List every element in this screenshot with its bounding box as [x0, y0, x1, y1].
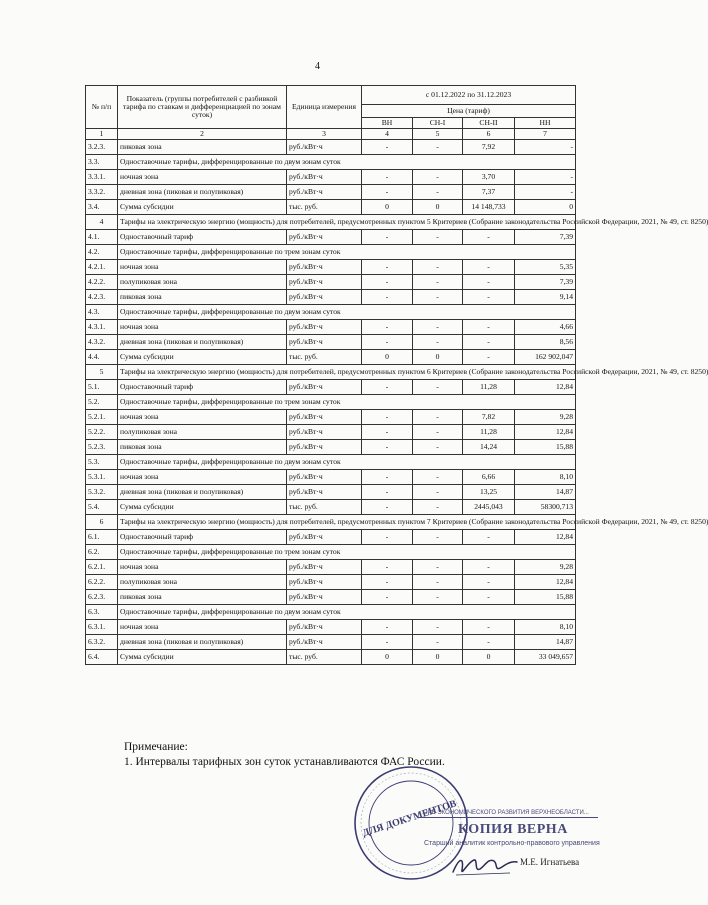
row-number: 5	[86, 365, 118, 380]
row-unit: руб./кВт·ч	[287, 530, 362, 545]
cell-nn: 12,84	[515, 575, 576, 590]
cell-vn: -	[362, 500, 413, 515]
cell-nn: 12,84	[515, 530, 576, 545]
cell-vn: -	[362, 425, 413, 440]
cell-nn: -	[515, 170, 576, 185]
row-name: ночная зона	[118, 470, 287, 485]
cell-sn1: -	[413, 440, 463, 455]
subheader-row	[86, 545, 576, 560]
row-number: 3.4.	[86, 200, 118, 215]
table-row	[86, 290, 576, 305]
table-row	[86, 335, 576, 350]
row-unit: руб./кВт·ч	[287, 140, 362, 155]
cell-sn1: -	[413, 485, 463, 500]
row-unit: руб./кВт·ч	[287, 440, 362, 455]
cell-vn: -	[362, 410, 413, 425]
stamp-title: КОПИЯ ВЕРНА	[458, 822, 568, 837]
group-row	[86, 515, 576, 530]
row-unit: руб./кВт·ч	[287, 275, 362, 290]
row-name: пиковая зона	[118, 140, 287, 155]
cell-vn: 0	[362, 650, 413, 665]
row-unit: руб./кВт·ч	[287, 470, 362, 485]
row-number: 6.2.3.	[86, 590, 118, 605]
row-name: пиковая зона	[118, 290, 287, 305]
row-unit: руб./кВт·ч	[287, 230, 362, 245]
tariff-table	[85, 85, 708, 665]
row-number: 4	[86, 215, 118, 230]
cell-sn2: -	[463, 530, 515, 545]
row-unit: руб./кВт·ч	[287, 380, 362, 395]
cell-vn: -	[362, 290, 413, 305]
cell-sn1: -	[413, 320, 463, 335]
cell-sn2: -	[463, 290, 515, 305]
row-name: Одноставочный тариф	[118, 380, 287, 395]
subheader-title: Одноставочные тарифы, дифференцированные по трем зонам суток	[118, 395, 576, 410]
table-body	[86, 140, 708, 665]
row-name: ночная зона	[118, 170, 287, 185]
cell-sn1: -	[413, 335, 463, 350]
header-level-sn1: СН-I	[413, 118, 463, 129]
cell-nn: 9,28	[515, 560, 576, 575]
table-row	[86, 635, 576, 650]
table-row	[86, 440, 576, 455]
cell-sn2: 7,37	[463, 185, 515, 200]
row-name: ночная зона	[118, 560, 287, 575]
cell-sn1: -	[413, 170, 463, 185]
table-row	[86, 170, 576, 185]
row-name: дневная зона (пиковая и полупиковая)	[118, 335, 287, 350]
cell-sn1: -	[413, 140, 463, 155]
cell-vn: 0	[362, 200, 413, 215]
cell-sn2: 2445,043	[463, 500, 515, 515]
row-name: Одноставочный тариф	[118, 530, 287, 545]
cell-sn2: -	[463, 560, 515, 575]
header-price: Цена (тариф)	[362, 105, 576, 118]
cell-sn2: 0	[463, 650, 515, 665]
cell-nn: 33 049,657	[515, 650, 576, 665]
cell-sn1: -	[413, 410, 463, 425]
subheader-title: Одноставочные тарифы, дифференцированные по двум зонам суток	[118, 155, 576, 170]
cell-sn2: 7,92	[463, 140, 515, 155]
cell-vn: -	[362, 590, 413, 605]
cell-vn: -	[362, 185, 413, 200]
row-name: дневная зона (пиковая и полупиковая)	[118, 485, 287, 500]
row-name: ночная зона	[118, 620, 287, 635]
column-number: 3	[287, 129, 362, 140]
cell-sn1: -	[413, 530, 463, 545]
row-unit: руб./кВт·ч	[287, 290, 362, 305]
cell-sn1: -	[413, 230, 463, 245]
table-row	[86, 410, 576, 425]
cell-nn: 7,39	[515, 275, 576, 290]
cell-nn: 4,66	[515, 320, 576, 335]
row-number: 5.2.3.	[86, 440, 118, 455]
header-level-nn: НН	[515, 118, 576, 129]
cell-vn: -	[362, 470, 413, 485]
cell-nn: 14,87	[515, 485, 576, 500]
row-unit: руб./кВт·ч	[287, 485, 362, 500]
row-number: 5.1.	[86, 380, 118, 395]
row-number: 6	[86, 515, 118, 530]
cell-nn: 162 902,047	[515, 350, 576, 365]
subheader-row	[86, 395, 576, 410]
cell-nn: 8,10	[515, 620, 576, 635]
row-name: ночная зона	[118, 260, 287, 275]
subheader-title: Одноставочные тарифы, дифференцированные по двум зонам суток	[118, 455, 576, 470]
cell-sn2: -	[463, 590, 515, 605]
cell-vn: -	[362, 260, 413, 275]
row-name: полупиковая зона	[118, 275, 287, 290]
cell-nn: 12,84	[515, 425, 576, 440]
cell-sn1: -	[413, 500, 463, 515]
row-unit: руб./кВт·ч	[287, 590, 362, 605]
table-row	[86, 185, 576, 200]
seal-text: ДЛЯ ДОКУМЕНТОВ	[361, 798, 458, 840]
header-indicator: Показатель (группы потребителей с разбивкой тарифа по ставкам и дифференциацией по зонам суток)	[118, 86, 287, 129]
row-name: полупиковая зона	[118, 575, 287, 590]
row-unit: руб./кВт·ч	[287, 185, 362, 200]
subheader-title: Одноставочные тарифы, дифференцированные по двум зонам суток	[118, 305, 576, 320]
cell-vn: -	[362, 320, 413, 335]
row-name: Сумма субсидии	[118, 200, 287, 215]
row-unit: тыс. руб.	[287, 350, 362, 365]
row-number: 3.3.	[86, 155, 118, 170]
cell-sn1: 0	[413, 350, 463, 365]
cell-sn1: -	[413, 470, 463, 485]
cell-nn: 8,10	[515, 470, 576, 485]
table-row	[86, 350, 576, 365]
row-unit: руб./кВт·ч	[287, 320, 362, 335]
cell-vn: -	[362, 380, 413, 395]
row-number: 5.4.	[86, 500, 118, 515]
column-number: 1	[86, 129, 118, 140]
cell-vn: -	[362, 530, 413, 545]
cell-sn2: -	[463, 260, 515, 275]
cell-nn: 0	[515, 200, 576, 215]
row-number: 6.3.1.	[86, 620, 118, 635]
table-row	[86, 200, 576, 215]
cell-sn2: 11,28	[463, 425, 515, 440]
row-number: 4.3.2.	[86, 335, 118, 350]
cell-sn1: -	[413, 590, 463, 605]
cell-sn1: -	[413, 560, 463, 575]
row-name: дневная зона (пиковая и полупиковая)	[118, 185, 287, 200]
cell-nn: -	[515, 140, 576, 155]
row-number: 4.4.	[86, 350, 118, 365]
row-name: Одноставочный тариф	[118, 230, 287, 245]
table-row	[86, 380, 576, 395]
cell-sn2: 6,66	[463, 470, 515, 485]
group-row	[86, 215, 576, 230]
row-unit: тыс. руб.	[287, 500, 362, 515]
subheader-row	[86, 305, 576, 320]
cell-nn: 12,84	[515, 380, 576, 395]
header-level-sn2: СН-II	[463, 118, 515, 129]
cell-sn2: -	[463, 575, 515, 590]
cell-sn1: -	[413, 620, 463, 635]
cell-vn: -	[362, 560, 413, 575]
cell-vn: -	[362, 230, 413, 245]
cell-nn: 5,35	[515, 260, 576, 275]
row-unit: руб./кВт·ч	[287, 260, 362, 275]
stamp-name: М.Е. Игнатьева	[520, 857, 580, 867]
column-number: 5	[413, 129, 463, 140]
table-row	[86, 620, 576, 635]
cell-sn2: 7,82	[463, 410, 515, 425]
cell-nn: 15,88	[515, 440, 576, 455]
subheader-title: Одноставочные тарифы, дифференцированные по двум зонам суток	[118, 605, 576, 620]
row-name: Сумма субсидии	[118, 500, 287, 515]
row-name: Сумма субсидии	[118, 650, 287, 665]
table-row	[86, 500, 576, 515]
subheader-row	[86, 605, 576, 620]
note-item: 1. Интервалы тарифных зон суток устанавливаются ФАС России.	[124, 756, 445, 768]
cell-vn: -	[362, 335, 413, 350]
cell-sn1: -	[413, 275, 463, 290]
row-name: пиковая зона	[118, 590, 287, 605]
table-row	[86, 575, 576, 590]
row-unit: руб./кВт·ч	[287, 425, 362, 440]
row-number: 5.2.2.	[86, 425, 118, 440]
row-unit: руб./кВт·ч	[287, 560, 362, 575]
row-unit: руб./кВт·ч	[287, 170, 362, 185]
cell-sn1: 0	[413, 650, 463, 665]
header-num: № п/п	[86, 86, 118, 129]
cell-vn: -	[362, 440, 413, 455]
row-name: ночная зона	[118, 410, 287, 425]
table-row	[86, 275, 576, 290]
stamp-top-line: ...ОРЕ ЭКОНОМИЧЕСКОГО РАЗВИТИЯ ВЕРХНЕОБЛАСТИ...	[418, 810, 598, 818]
row-number: 6.3.2.	[86, 635, 118, 650]
cell-sn1: -	[413, 185, 463, 200]
cell-vn: -	[362, 635, 413, 650]
cell-nn: 9,14	[515, 290, 576, 305]
cell-sn2: 11,28	[463, 380, 515, 395]
cell-sn1: -	[413, 425, 463, 440]
row-number: 3.2.3.	[86, 140, 118, 155]
row-number: 4.2.1.	[86, 260, 118, 275]
column-number: 6	[463, 129, 515, 140]
column-number: 7	[515, 129, 576, 140]
table-row	[86, 140, 576, 155]
row-number: 5.2.	[86, 395, 118, 410]
table-row	[86, 560, 576, 575]
cell-sn1: -	[413, 575, 463, 590]
row-name: ночная зона	[118, 320, 287, 335]
row-number: 5.3.2.	[86, 485, 118, 500]
page-number: 4	[315, 61, 320, 72]
cell-sn2: -	[463, 350, 515, 365]
cell-nn: 58300,713	[515, 500, 576, 515]
row-number: 4.2.2.	[86, 275, 118, 290]
cell-sn1: -	[413, 635, 463, 650]
group-title: Тарифы на электрическую энергию (мощность) для потребителей, предусмотренных пунктом 5 Критериев (Собрание законодательства Российской Федерации, 2021, № 49, ст. 8250)	[118, 215, 576, 230]
cell-sn2: -	[463, 230, 515, 245]
header-level-vn: ВН	[362, 118, 413, 129]
row-number: 6.2.	[86, 545, 118, 560]
row-name: дневная зона (пиковая и полупиковая)	[118, 635, 287, 650]
subheader-row	[86, 455, 576, 470]
row-unit: руб./кВт·ч	[287, 575, 362, 590]
cell-vn: -	[362, 140, 413, 155]
column-number: 4	[362, 129, 413, 140]
row-number: 5.3.	[86, 455, 118, 470]
table-row	[86, 425, 576, 440]
row-number: 6.3.	[86, 605, 118, 620]
table-row	[86, 530, 576, 545]
cell-vn: -	[362, 485, 413, 500]
stamp-position: Старший аналитик контрольно-правового управления	[424, 840, 600, 847]
row-number: 4.2.	[86, 245, 118, 260]
row-number: 3.3.2.	[86, 185, 118, 200]
table-row	[86, 260, 576, 275]
subheader-title: Одноставочные тарифы, дифференцированные по трем зонам суток	[118, 545, 576, 560]
cell-sn1: -	[413, 380, 463, 395]
row-number: 4.3.1.	[86, 320, 118, 335]
cell-sn2: 3,70	[463, 170, 515, 185]
row-number: 6.2.1.	[86, 560, 118, 575]
cell-sn2: -	[463, 335, 515, 350]
row-unit: тыс. руб.	[287, 650, 362, 665]
table-row	[86, 590, 576, 605]
row-unit: руб./кВт·ч	[287, 335, 362, 350]
row-unit: руб./кВт·ч	[287, 620, 362, 635]
row-number: 4.1.	[86, 230, 118, 245]
subheader-row	[86, 155, 576, 170]
column-number: 2	[118, 129, 287, 140]
cell-nn: 7,39	[515, 230, 576, 245]
cell-sn2: -	[463, 320, 515, 335]
notes-heading: Примечание:	[124, 741, 188, 753]
cell-sn2: -	[463, 275, 515, 290]
cell-vn: -	[362, 575, 413, 590]
cell-sn2: -	[463, 620, 515, 635]
header-period: с 01.12.2022 по 31.12.2023	[362, 86, 576, 105]
row-number: 6.1.	[86, 530, 118, 545]
cell-vn: -	[362, 275, 413, 290]
cell-sn1: 0	[413, 200, 463, 215]
table-row	[86, 320, 576, 335]
row-name: Сумма субсидии	[118, 350, 287, 365]
row-number: 4.2.3.	[86, 290, 118, 305]
cell-nn: 9,28	[515, 410, 576, 425]
cell-sn2: 14 148,733	[463, 200, 515, 215]
row-name: полупиковая зона	[118, 425, 287, 440]
group-title: Тарифы на электрическую энергию (мощность) для потребителей, предусмотренных пунктом 6 Критериев (Собрание законодательства Российской Федерации, 2021, № 49, ст. 8250)	[118, 365, 576, 380]
row-number: 6.2.2.	[86, 575, 118, 590]
table-row	[86, 470, 576, 485]
row-number: 4.3.	[86, 305, 118, 320]
row-unit: руб./кВт·ч	[287, 635, 362, 650]
cell-vn: -	[362, 620, 413, 635]
subheader-title: Одноставочные тарифы, дифференцированные по трем зонам суток	[118, 245, 576, 260]
cell-sn2: -	[463, 635, 515, 650]
row-number: 3.3.1.	[86, 170, 118, 185]
cell-sn2: 13,25	[463, 485, 515, 500]
table-row	[86, 485, 576, 500]
table-row	[86, 650, 576, 665]
row-unit: руб./кВт·ч	[287, 410, 362, 425]
cell-vn: -	[362, 170, 413, 185]
cell-vn: 0	[362, 350, 413, 365]
cell-nn: 15,88	[515, 590, 576, 605]
group-title: Тарифы на электрическую энергию (мощность) для потребителей, предусмотренных пунктом 7 Критериев (Собрание законодательства Российской Федерации, 2021, № 49, ст. 8250)	[118, 515, 576, 530]
row-number: 6.4.	[86, 650, 118, 665]
cell-sn1: -	[413, 290, 463, 305]
cell-sn2: 14,24	[463, 440, 515, 455]
row-number: 5.2.1.	[86, 410, 118, 425]
cell-nn: -	[515, 185, 576, 200]
group-row	[86, 365, 576, 380]
subheader-row	[86, 245, 576, 260]
cell-nn: 8,56	[515, 335, 576, 350]
header-unit: Единица измерения	[287, 86, 362, 129]
row-unit: тыс. руб.	[287, 200, 362, 215]
row-number: 5.3.1.	[86, 470, 118, 485]
row-name: пиковая зона	[118, 440, 287, 455]
cell-nn: 14,87	[515, 635, 576, 650]
cell-sn1: -	[413, 260, 463, 275]
table-row	[86, 230, 576, 245]
signature	[450, 852, 520, 878]
